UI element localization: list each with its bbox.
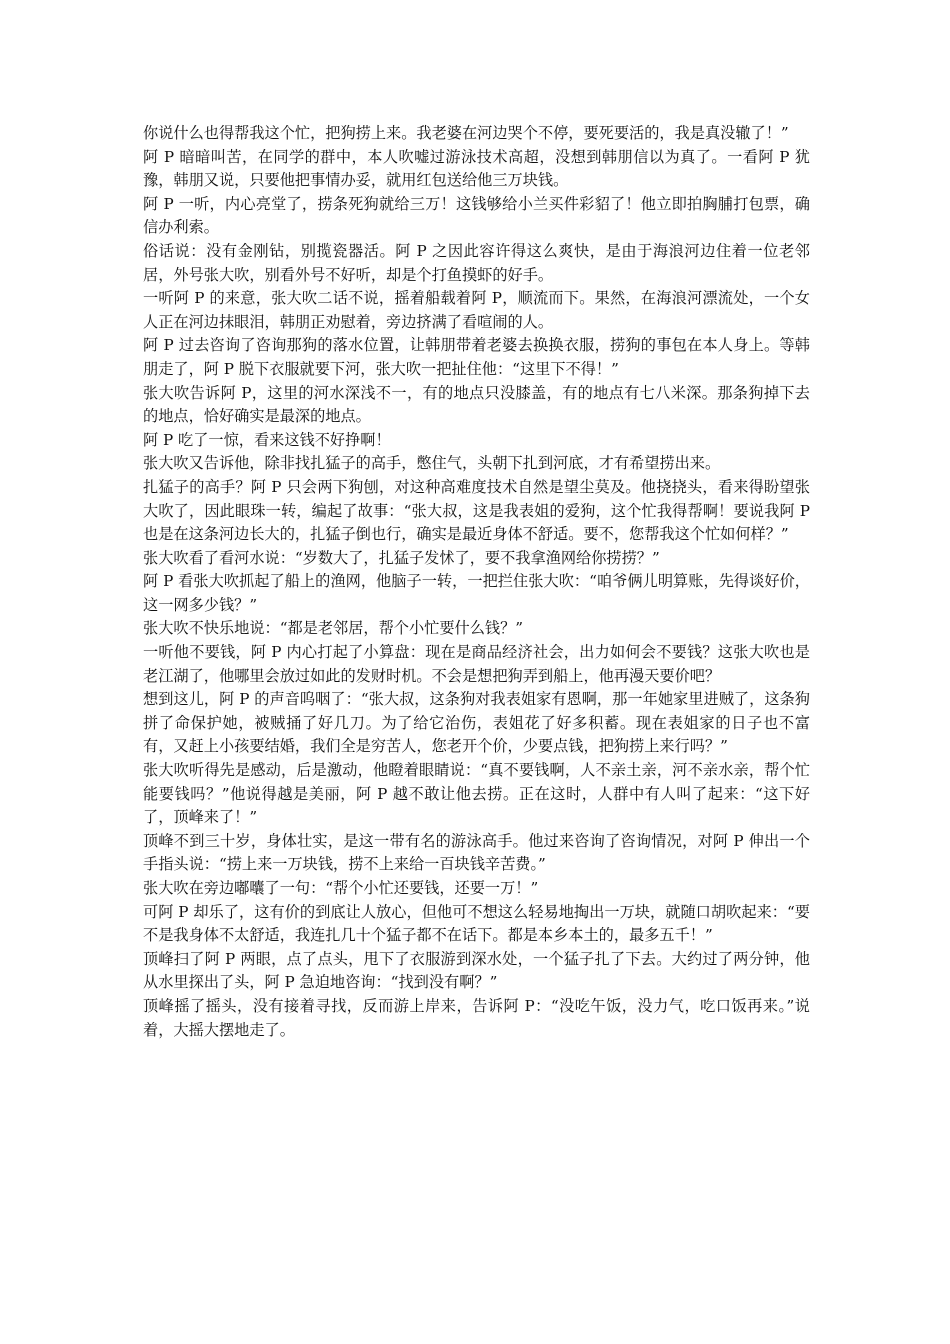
paragraph: 张大吹告诉阿 P，这里的河水深浅不一，有的地点只没膝盖，有的地点有七八米深。那条狗掉下去的地点，恰好确实是最深的地点。 [143, 383, 810, 426]
paragraph: 张大吹又告诉他，除非找扎猛子的高手，憋住气，头朝下扎到河底，才有希望捞出来。 [143, 454, 721, 473]
paragraph: 顶峰摇了摇头，没有接着寻找，反而游上岸来，告诉阿 P：“没吃午饭，没力气，吃口饭再来。”说着，大摇大摆地走了。 [143, 996, 810, 1039]
paragraph: 俗话说：没有金刚钻，别揽瓷器活。阿 P 之因此容许得这么爽快，是由于海浪河边住着一位老邻居，外号张大吹，别看外号不好听，却是个打鱼摸虾的好手。 [143, 241, 810, 284]
paragraph: 一听他不要钱，阿 P 内心打起了小算盘：现在是商品经济社会，出力如何会不要钱？这张大吹也是老江湖了，他哪里会放过如此的发财时机。不会是想把狗弄到船上，他再漫天要价吧？ [143, 643, 810, 685]
paragraph: 顶峰扫了阿 P 两眼，点了点头，甩下了衣服游到深水处，一个猛子扎了下去。大约过了两分钟，他从水里探出了头，阿 P 急迫地咨询：“找到没有啊？” [143, 949, 810, 992]
paragraph: 张大吹在旁边嘟囔了一句：“帮个小忙还要钱，还要一万！” [143, 879, 539, 897]
paragraph: 张大吹看了看河水说：“岁数大了，扎猛子发怵了，要不我拿渔网给你捞捞？” [143, 548, 660, 567]
paragraph: 一听阿 P 的来意，张大吹二话不说，摇着船载着阿 P，顺流而下。果然，在海浪河漂流处，一个女人正在河边抹眼泪，韩朋正劝慰着，旁边挤满了看喧闹的人。 [143, 289, 810, 331]
paragraph: 阿 P 看张大吹抓起了船上的渔网，他脑子一转，一把拦住张大吹：“咱爷俩儿明算账，先得谈好价，这一网多少钱？” [143, 572, 810, 614]
paragraph: 扎猛子的高手？阿 P 只会两下狗刨，对这种高难度技术自然是望尘莫及。他挠挠头，看来得盼望张大吹了，因此眼珠一转，编起了故事：“张大叔，这是我表姐的爱狗，这个忙我得帮啊！要说我阿 P 也是在这条河边长大的，扎猛子倒也行，确实是最近身体不舒适。要不，您帮我这个忙如何样？” [143, 477, 810, 544]
paragraph: 你说什么也得帮我这个忙，把狗捞上来。我老婆在河边哭个不停，要死要活的，我是真没辙了！” [143, 124, 789, 142]
paragraph: 可阿 P 却乐了，这有价的到底让人放心，但他可不想这么轻易地掏出一万块，就随口胡吹起来：“要不是我身体不太舒适，我连扎几十个猛子都不在话下。都是本乡本土的，最多五千！” [143, 902, 810, 945]
paragraph: 阿 P 吃了一惊，看来这钱不好挣啊！ [143, 430, 391, 449]
paragraph: 阿 P 一听，内心亮堂了，捞条死狗就给三万！这钱够给小兰买件彩貂了！他立即拍胸脯打包票，确信办利索。 [143, 194, 810, 237]
paragraph: 想到这儿，阿 P 的声音呜咽了：“张大叔，这条狗对我表姐家有恩啊，那一年她家里进贼了，这条狗拼了命保护她，被贼捅了好几刀。为了给它治伤，表姐花了好多积蓄。现在表姐家的日子也不富有，又赶上小孩要结婚，我们全是穷苦人，您老开个价，少要点钱，把狗捞上来行吗？” [143, 690, 810, 756]
paragraph: 阿 P 暗暗叫苦，在同学的群中，本人吹嘘过游泳技术高超，没想到韩朋信以为真了。一看阿 P 犹豫，韩朋又说，只要他把事情办妥，就用红包送给他三万块钱。 [143, 147, 810, 190]
document-page [143, 122, 810, 1042]
paragraph: 顶峰不到三十岁，身体壮实，是这一带有名的游泳高手。他过来咨询了咨询情况，对阿 P 伸出一个手指头说：“捞上来一万块钱，捞不上来给一百块钱辛苦费。” [143, 831, 810, 874]
paragraph: 张大吹听得先是感动，后是激动，他瞪着眼睛说：“真不要钱啊，人不亲土亲，河不亲水亲，帮个忙能要钱吗？”他说得越是美丽，阿 P 越不敢让他去捞。正在这时，人群中有人叫了起来：“这下好了，顶峰来了！” [143, 761, 810, 827]
paragraph: 阿 P 过去咨询了咨询那狗的落水位置，让韩朋带着老婆去换换衣服，捞狗的事包在本人身上。等韩朋走了，阿 P 脱下衣服就要下河，张大吹一把扯住他：“这里下不得！” [143, 336, 810, 378]
paragraph: 张大吹不快乐地说：“都是老邻居，帮个小忙要什么钱？” [143, 619, 524, 638]
